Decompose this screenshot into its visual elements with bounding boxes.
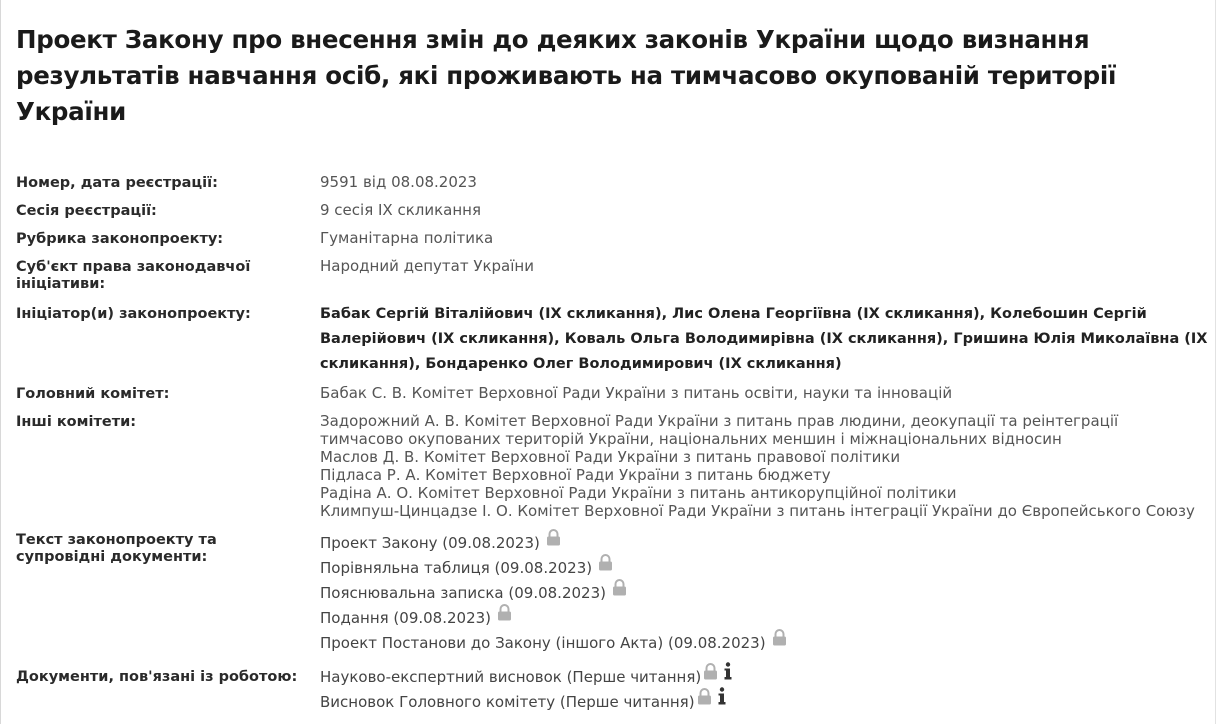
page-title: Проект Закону про внесення змін до деяких законів України щодо визнання результатів навчання осіб, які проживають на тимчасово окупованій території України (16, 25, 1117, 126)
field-label: Головний комітет: (16, 386, 170, 402)
document-item (320, 556, 1210, 581)
field-label: Сесія реєстрації: (16, 203, 157, 219)
lock-icon (703, 663, 718, 688)
info-icon[interactable] (718, 687, 726, 713)
right-border (1215, 0, 1216, 724)
info-icon[interactable] (724, 662, 732, 688)
subject-value: Народний депутат України (320, 257, 534, 275)
lock-icon (598, 554, 613, 579)
field-label: Документи, пов'язані із роботою: (16, 669, 298, 685)
lock-icon (697, 688, 712, 713)
document-link[interactable]: Науково-експертний висновок (Перше читання) (320, 668, 702, 686)
field-label: Рубрика законопроекту: (16, 231, 224, 247)
document-link[interactable]: Висновок Головного комітету (Перше читання) (320, 693, 695, 711)
committee-item: Радіна А. О. Комітет Верховної Ради України з питань антикорупційної політики (320, 484, 957, 502)
document-link[interactable]: Пояснювальна записка (09.08.2023) (320, 584, 606, 602)
lock-icon (772, 629, 787, 654)
document-item (320, 581, 1210, 606)
related-documents-list (320, 665, 1210, 715)
document-item (320, 665, 1210, 690)
left-border (0, 0, 1, 724)
document-item (320, 631, 1210, 656)
main-committee-value: Бабак С. В. Комітет Верховної Ради України з питань освіти, науки та інновацій (320, 384, 953, 402)
registration-value: 9591 від 08.08.2023 (320, 173, 477, 191)
other-committees-list (320, 412, 1210, 520)
document-item (320, 606, 1210, 631)
committee-item: Задорожний А. В. Комітет Верховної Ради України з питань прав людини, деокупації та реінтеграції тимчасово окупованих територій України, національних меншин і міжнаціональних відносин (320, 412, 1119, 448)
lock-icon (612, 579, 627, 604)
lock-icon (497, 604, 512, 629)
committee-item: Підласа Р. А. Комітет Верховної Ради України з питань бюджету (320, 466, 831, 484)
document-link[interactable]: Подання (09.08.2023) (320, 609, 492, 627)
session-value: 9 сесія IX скликання (320, 201, 481, 219)
field-label: Інші комітети: (16, 414, 137, 430)
document-link[interactable]: Проект Закону (09.08.2023) (320, 534, 540, 552)
document-link[interactable]: Проект Постанови до Закону (іншого Акта) (09.08.2023) (320, 634, 766, 652)
lock-icon (546, 529, 561, 554)
document-item (320, 690, 1210, 715)
field-label: Суб'єкт права законодавчої ініціативи: (16, 259, 251, 292)
field-label: Текст законопроекту та супровідні документи: (16, 532, 217, 565)
documents-list (320, 531, 1210, 656)
committee-item: Климпуш-Цинцадзе І. О. Комітет Верховної Ради України з питань інтеграції України до Європейського Союзу (320, 502, 1195, 520)
rubric-value: Гуманітарна політика (320, 229, 494, 247)
document-link[interactable]: Порівняльна таблиця (09.08.2023) (320, 559, 593, 577)
field-label: Ініціатор(и) законопроекту: (16, 306, 251, 322)
document-item (320, 531, 1210, 556)
committee-item: Маслов Д. В. Комітет Верховної Ради України з питань правової політики (320, 448, 901, 466)
field-label: Номер, дата реєстрації: (16, 175, 218, 191)
initiators-value[interactable]: Бабак Сергій Віталійович (IX скликання), Лис Олена Георгіївна (IX скликання), Колебошин Сергій Валерійович (IX скликання), Коваль Ольга Володимирівна (IX скликання), Гришина Юлія Миколаївна (IX скликання), Бондаренко Олег Володимирович (IX скликання) (320, 306, 1208, 372)
